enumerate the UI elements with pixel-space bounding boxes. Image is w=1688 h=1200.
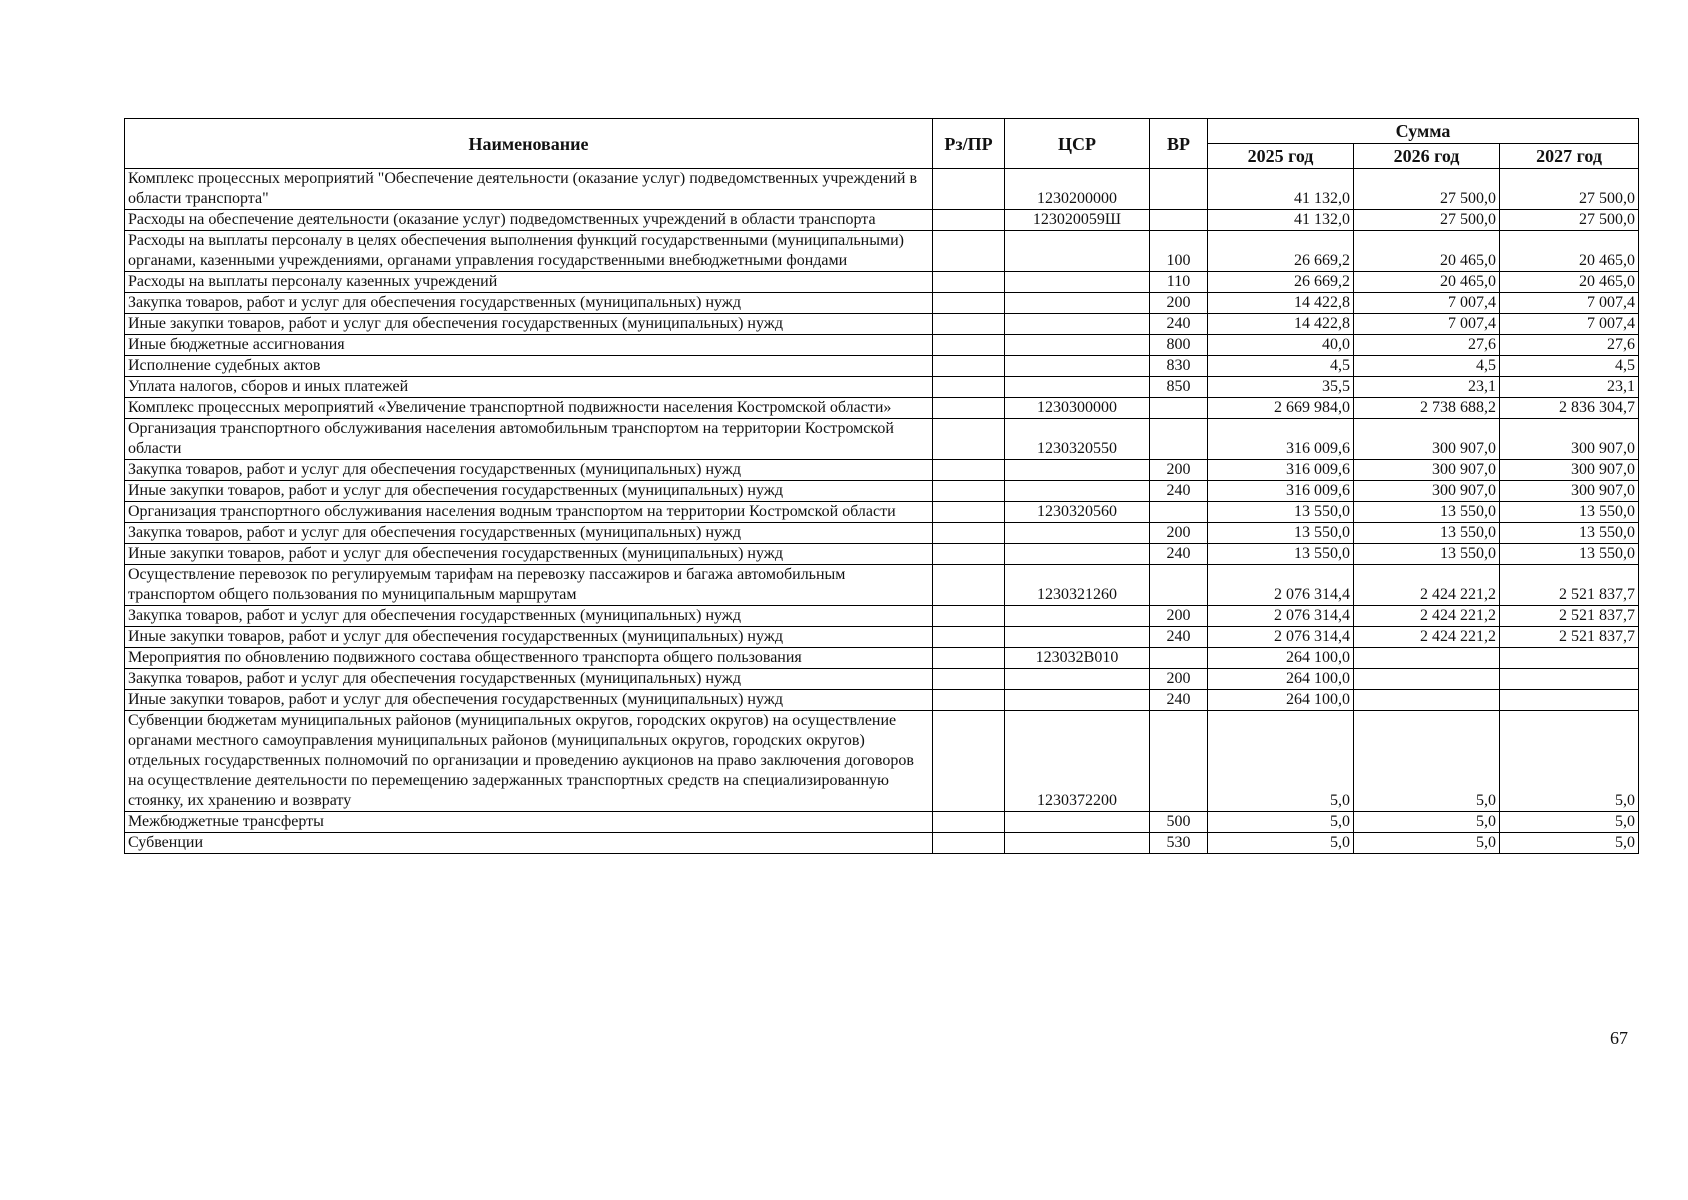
cell-vr: 530 [1150,833,1208,854]
cell-2026: 2 424 221,2 [1354,606,1500,627]
cell-2026: 300 907,0 [1354,481,1500,502]
cell-2026: 2 738 688,2 [1354,398,1500,419]
header-rz: Рз/ПР [933,119,1005,169]
cell-2027: 300 907,0 [1500,460,1639,481]
cell-vr: 200 [1150,523,1208,544]
cell-2026: 5,0 [1354,833,1500,854]
cell-csr [1005,377,1150,398]
table-row [125,377,1639,398]
cell-csr [1005,272,1150,293]
cell-2027 [1500,669,1639,690]
cell-vr: 800 [1150,335,1208,356]
cell-name: Субвенции [125,833,933,854]
cell-csr [1005,523,1150,544]
cell-2027: 20 465,0 [1500,272,1639,293]
cell-vr [1150,648,1208,669]
table-row [125,669,1639,690]
cell-name: Межбюджетные трансферты [125,812,933,833]
table-row [125,314,1639,335]
cell-csr: 1230300000 [1005,398,1150,419]
cell-rz [933,627,1005,648]
table-row [125,481,1639,502]
cell-vr: 240 [1150,690,1208,711]
cell-csr [1005,606,1150,627]
cell-2027: 2 836 304,7 [1500,398,1639,419]
cell-name: Закупка товаров, работ и услуг для обеспечения государственных (муниципальных) нужд [125,606,933,627]
cell-2025: 4,5 [1208,356,1354,377]
cell-vr [1150,210,1208,231]
cell-rz [933,481,1005,502]
cell-rz [933,460,1005,481]
budget-table [124,118,1639,854]
cell-2027: 13 550,0 [1500,502,1639,523]
cell-csr: 1230320560 [1005,502,1150,523]
cell-2027: 23,1 [1500,377,1639,398]
cell-rz [933,669,1005,690]
cell-2026: 2 424 221,2 [1354,627,1500,648]
cell-csr [1005,833,1150,854]
cell-rz [933,272,1005,293]
cell-rz [933,398,1005,419]
cell-name: Иные закупки товаров, работ и услуг для обеспечения государственных (муниципальных) нужд [125,544,933,565]
cell-2026 [1354,669,1500,690]
table-row [125,169,1639,210]
cell-vr: 200 [1150,460,1208,481]
cell-vr: 240 [1150,314,1208,335]
cell-2026: 27 500,0 [1354,169,1500,210]
cell-2025: 2 076 314,4 [1208,606,1354,627]
cell-name: Организация транспортного обслуживания населения водным транспортом на территории Костромской области [125,502,933,523]
cell-2025: 5,0 [1208,833,1354,854]
cell-name: Комплекс процессных мероприятий "Обеспечение деятельности (оказание услуг) подведомственных учреждений в области транспорта" [125,169,933,210]
table-row [125,210,1639,231]
cell-vr: 200 [1150,606,1208,627]
cell-2027: 2 521 837,7 [1500,627,1639,648]
cell-2027 [1500,648,1639,669]
cell-2026 [1354,690,1500,711]
cell-csr: 123032В010 [1005,648,1150,669]
cell-2026: 300 907,0 [1354,419,1500,460]
cell-2025: 41 132,0 [1208,169,1354,210]
cell-name: Расходы на выплаты персоналу в целях обеспечения выполнения функций государственными (муниципальными) органами, казенными учреждениями, органами управления государственными внебюджетными фондами [125,231,933,272]
header-name: Наименование [125,119,933,169]
cell-2025: 264 100,0 [1208,669,1354,690]
cell-2027: 7 007,4 [1500,293,1639,314]
table-row [125,356,1639,377]
cell-vr [1150,565,1208,606]
cell-name: Уплата налогов, сборов и иных платежей [125,377,933,398]
cell-csr [1005,335,1150,356]
cell-2026: 5,0 [1354,711,1500,812]
cell-2025: 264 100,0 [1208,648,1354,669]
cell-rz [933,377,1005,398]
cell-2025: 2 076 314,4 [1208,627,1354,648]
cell-vr: 200 [1150,669,1208,690]
cell-vr: 240 [1150,627,1208,648]
cell-2027: 13 550,0 [1500,523,1639,544]
cell-csr [1005,314,1150,335]
table-row [125,231,1639,272]
table-row [125,648,1639,669]
cell-rz [933,711,1005,812]
header-2026: 2026 год [1354,144,1500,169]
table-row [125,544,1639,565]
cell-2025: 14 422,8 [1208,293,1354,314]
cell-csr: 1230372200 [1005,711,1150,812]
cell-2027: 27 500,0 [1500,210,1639,231]
cell-2025: 26 669,2 [1208,272,1354,293]
cell-2026: 5,0 [1354,812,1500,833]
cell-2026: 300 907,0 [1354,460,1500,481]
table-row [125,502,1639,523]
table-row [125,523,1639,544]
cell-name: Организация транспортного обслуживания населения автомобильным транспортом на территории Костромской области [125,419,933,460]
cell-2025: 316 009,6 [1208,460,1354,481]
cell-name: Осуществление перевозок по регулируемым тарифам на перевозку пассажиров и багажа автомобильным транспортом общего пользования по муниципальным маршрутам [125,565,933,606]
cell-rz [933,690,1005,711]
cell-csr [1005,690,1150,711]
cell-vr: 100 [1150,231,1208,272]
cell-2027: 5,0 [1500,711,1639,812]
cell-2027: 300 907,0 [1500,419,1639,460]
cell-2026: 27,6 [1354,335,1500,356]
cell-2025: 41 132,0 [1208,210,1354,231]
cell-2027: 7 007,4 [1500,314,1639,335]
cell-name: Исполнение судебных актов [125,356,933,377]
cell-2025: 264 100,0 [1208,690,1354,711]
cell-csr [1005,460,1150,481]
header-2025: 2025 год [1208,144,1354,169]
cell-rz [933,356,1005,377]
cell-vr: 500 [1150,812,1208,833]
cell-csr [1005,481,1150,502]
table-row [125,627,1639,648]
cell-rz [933,419,1005,460]
header-csr: ЦСР [1005,119,1150,169]
cell-csr: 1230320550 [1005,419,1150,460]
table-row [125,606,1639,627]
cell-rz [933,210,1005,231]
table-row [125,565,1639,606]
cell-2026: 7 007,4 [1354,314,1500,335]
cell-vr: 850 [1150,377,1208,398]
cell-name: Закупка товаров, работ и услуг для обеспечения государственных (муниципальных) нужд [125,523,933,544]
page-number: 67 [1610,1028,1628,1048]
cell-rz [933,544,1005,565]
cell-name: Комплекс процессных мероприятий «Увеличение транспортной подвижности населения Костромской области» [125,398,933,419]
table-row [125,690,1639,711]
cell-vr: 110 [1150,272,1208,293]
cell-name: Иные закупки товаров, работ и услуг для обеспечения государственных (муниципальных) нужд [125,627,933,648]
cell-rz [933,169,1005,210]
budget-table-container [124,118,1638,854]
cell-2026: 13 550,0 [1354,523,1500,544]
cell-vr [1150,169,1208,210]
cell-2025: 2 076 314,4 [1208,565,1354,606]
cell-2027: 5,0 [1500,833,1639,854]
cell-2025: 316 009,6 [1208,481,1354,502]
cell-name: Иные бюджетные ассигнования [125,335,933,356]
cell-vr: 200 [1150,293,1208,314]
table-row [125,272,1639,293]
cell-2027: 13 550,0 [1500,544,1639,565]
cell-rz [933,565,1005,606]
cell-2026: 13 550,0 [1354,544,1500,565]
cell-2025: 5,0 [1208,812,1354,833]
cell-csr [1005,293,1150,314]
cell-vr: 830 [1150,356,1208,377]
cell-2026: 20 465,0 [1354,272,1500,293]
cell-2026 [1354,648,1500,669]
cell-rz [933,335,1005,356]
cell-2025: 14 422,8 [1208,314,1354,335]
cell-csr [1005,356,1150,377]
header-sum: Сумма [1208,119,1639,144]
cell-2027: 20 465,0 [1500,231,1639,272]
cell-csr: 123020059Ш [1005,210,1150,231]
cell-2025: 316 009,6 [1208,419,1354,460]
cell-csr [1005,231,1150,272]
table-body [125,169,1639,854]
cell-2026: 20 465,0 [1354,231,1500,272]
cell-rz [933,502,1005,523]
cell-vr [1150,711,1208,812]
cell-rz [933,231,1005,272]
cell-2025: 26 669,2 [1208,231,1354,272]
cell-rz [933,648,1005,669]
table-row [125,711,1639,812]
cell-2025: 13 550,0 [1208,502,1354,523]
table-row [125,460,1639,481]
cell-2027: 300 907,0 [1500,481,1639,502]
cell-name: Субвенции бюджетам муниципальных районов (муниципальных округов, городских округов) на осуществление органами местного самоуправления муниципальных районов (муниципальных округов, городских округов) отдельных государственных полномочий по организации и проведению аукционов на право заключения договоров на осуществление деятельности по перемещению задержанных транспортных средств на специализированную стоянку, их хранению и возврату [125,711,933,812]
cell-2027 [1500,690,1639,711]
cell-vr [1150,419,1208,460]
cell-2027: 5,0 [1500,812,1639,833]
cell-2025: 13 550,0 [1208,523,1354,544]
cell-2025: 2 669 984,0 [1208,398,1354,419]
cell-vr: 240 [1150,481,1208,502]
table-header [125,119,1639,169]
header-2027: 2027 год [1500,144,1639,169]
cell-csr: 1230200000 [1005,169,1150,210]
cell-2025: 35,5 [1208,377,1354,398]
header-vr: ВР [1150,119,1208,169]
table-row [125,419,1639,460]
table-row [125,335,1639,356]
cell-csr [1005,627,1150,648]
cell-2027: 27,6 [1500,335,1639,356]
cell-name: Расходы на обеспечение деятельности (оказание услуг) подведомственных учреждений в области транспорта [125,210,933,231]
cell-2027: 2 521 837,7 [1500,606,1639,627]
table-row [125,398,1639,419]
cell-name: Иные закупки товаров, работ и услуг для обеспечения государственных (муниципальных) нужд [125,481,933,502]
cell-csr [1005,544,1150,565]
cell-csr [1005,669,1150,690]
cell-rz [933,293,1005,314]
cell-rz [933,812,1005,833]
cell-2025: 13 550,0 [1208,544,1354,565]
cell-vr [1150,502,1208,523]
cell-name: Иные закупки товаров, работ и услуг для обеспечения государственных (муниципальных) нужд [125,314,933,335]
cell-vr [1150,398,1208,419]
table-row [125,833,1639,854]
cell-2025: 5,0 [1208,711,1354,812]
cell-name: Расходы на выплаты персоналу казенных учреждений [125,272,933,293]
cell-name: Закупка товаров, работ и услуг для обеспечения государственных (муниципальных) нужд [125,669,933,690]
cell-name: Иные закупки товаров, работ и услуг для обеспечения государственных (муниципальных) нужд [125,690,933,711]
cell-2026: 27 500,0 [1354,210,1500,231]
cell-rz [933,523,1005,544]
cell-vr: 240 [1150,544,1208,565]
cell-csr: 1230321260 [1005,565,1150,606]
table-row [125,812,1639,833]
cell-2026: 13 550,0 [1354,502,1500,523]
cell-rz [933,606,1005,627]
cell-name: Мероприятия по обновлению подвижного состава общественного транспорта общего пользования [125,648,933,669]
cell-2026: 2 424 221,2 [1354,565,1500,606]
cell-name: Закупка товаров, работ и услуг для обеспечения государственных (муниципальных) нужд [125,293,933,314]
table-row [125,293,1639,314]
cell-2026: 7 007,4 [1354,293,1500,314]
cell-csr [1005,812,1150,833]
cell-rz [933,314,1005,335]
cell-2026: 4,5 [1354,356,1500,377]
cell-rz [933,833,1005,854]
cell-2025: 40,0 [1208,335,1354,356]
cell-2026: 23,1 [1354,377,1500,398]
cell-2027: 4,5 [1500,356,1639,377]
cell-name: Закупка товаров, работ и услуг для обеспечения государственных (муниципальных) нужд [125,460,933,481]
cell-2027: 27 500,0 [1500,169,1639,210]
cell-2027: 2 521 837,7 [1500,565,1639,606]
